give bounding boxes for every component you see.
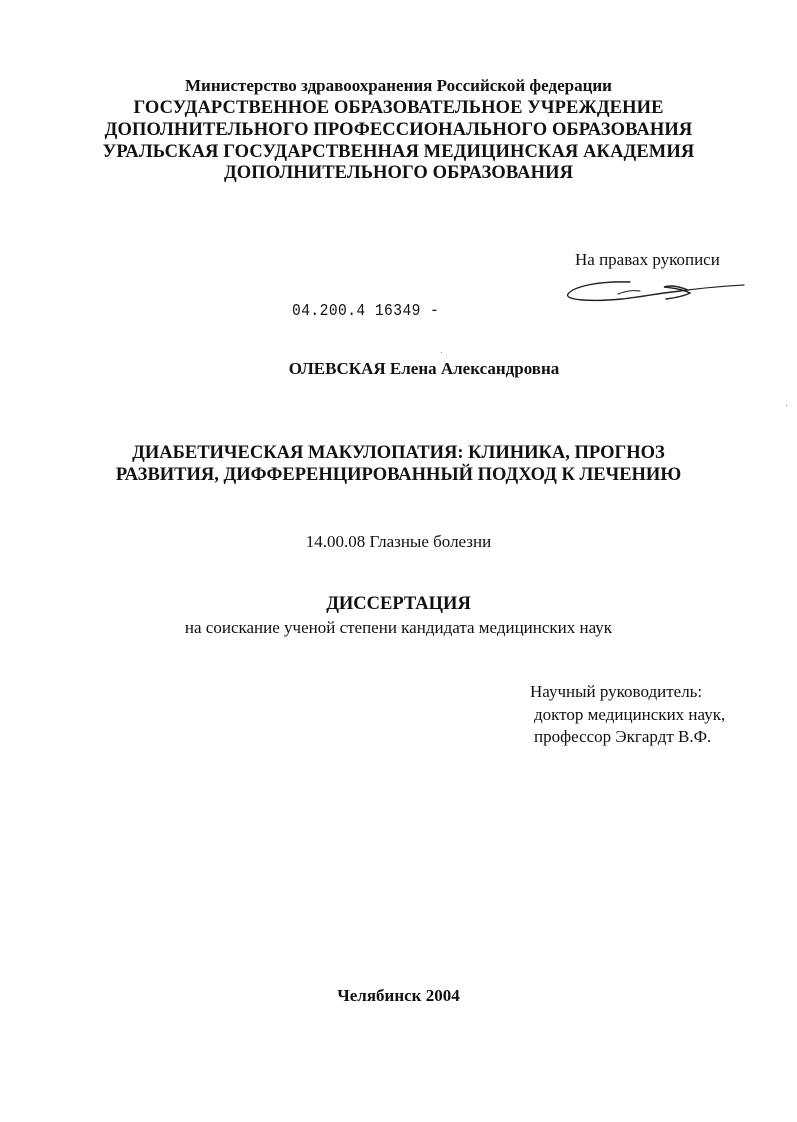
supervisor-name: профессор Экгардт В.Ф.: [534, 727, 712, 746]
author-surname: ОЛЕВСКАЯ: [288, 359, 386, 378]
scan-speck: [441, 352, 442, 353]
institution-line-3: УРАЛЬСКАЯ ГОСУДАРСТВЕННАЯ МЕДИЦИНСКАЯ АКАДЕМИЯ: [102, 142, 695, 162]
dissertation-title-line-2: РАЗВИТИЯ, ДИФФЕРЕНЦИРОВАННЫЙ ПОДХОД К ЛЕЧЕНИЮ: [115, 465, 682, 485]
specialty-code: 14.00.08 Глазные болезни: [305, 532, 492, 551]
manuscript-note: На правах рукописи: [575, 250, 720, 269]
degree-statement: на соискание ученой степени кандидата медицинских наук: [184, 618, 613, 637]
supervisor-label: Научный руководитель:: [530, 682, 703, 701]
scan-speck: [786, 405, 787, 406]
document-type: ДИССЕРТАЦИЯ: [326, 594, 471, 614]
author-name: [0, 359, 797, 379]
institution-line-1: ГОСУДАРСТВЕННОЕ ОБРАЗОВАТЕЛЬНОЕ УЧРЕЖДЕНИЕ: [133, 98, 664, 118]
handwritten-signature: [560, 272, 750, 312]
institution-line-2: ДОПОЛНИТЕЛЬНОГО ПРОФЕССИОНАЛЬНОГО ОБРАЗОВАНИЯ: [104, 120, 693, 140]
supervisor-degree: доктор медицинских наук,: [534, 705, 726, 724]
city-year: Челябинск 2004: [337, 986, 460, 1005]
ministry-name: Министерство здравоохранения Российской федерации: [185, 76, 612, 95]
author-given-names: Елена Александровна: [389, 359, 560, 378]
registration-number: 04.200.4 16349 -: [292, 302, 440, 321]
dissertation-title-line-1: ДИАБЕТИЧЕСКАЯ МАКУЛОПАТИЯ: КЛИНИКА, ПРОГНОЗ: [132, 443, 665, 463]
institution-line-4: ДОПОЛНИТЕЛЬНОГО ОБРАЗОВАНИЯ: [223, 163, 574, 183]
